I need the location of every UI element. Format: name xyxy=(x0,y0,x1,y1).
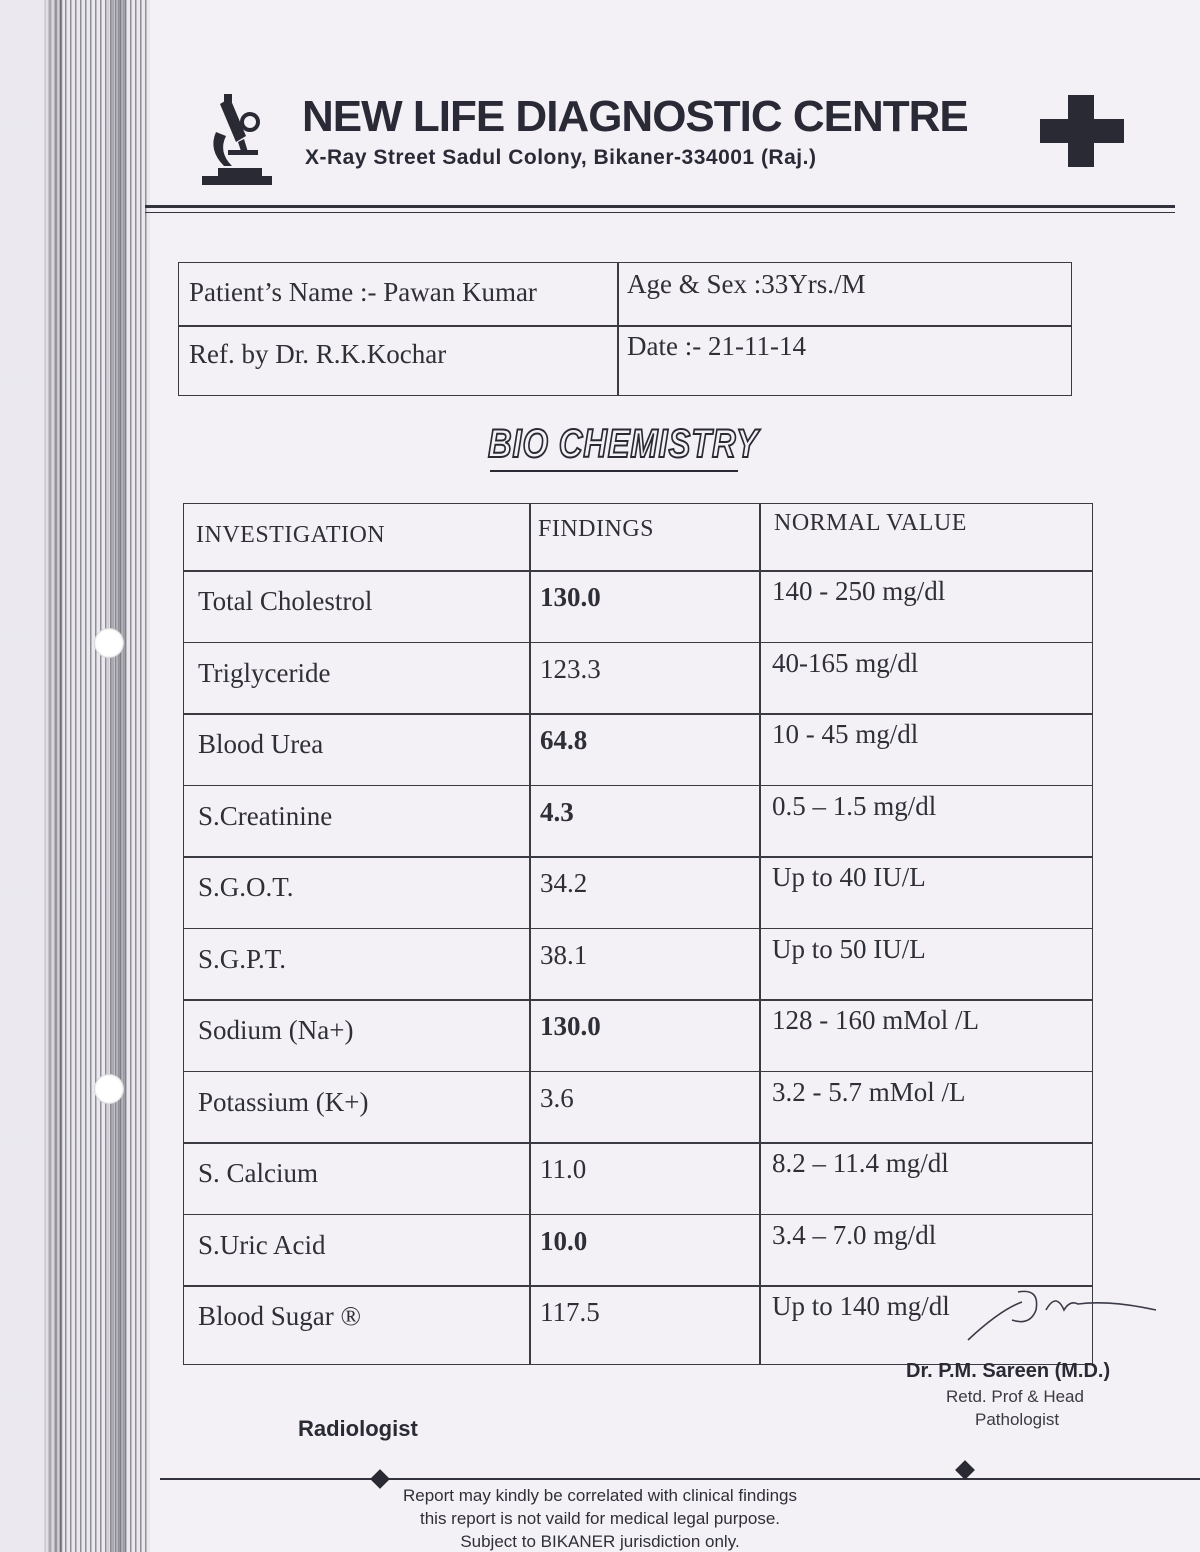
row-divider xyxy=(184,856,1092,858)
signatory-title: Retd. Prof & Head xyxy=(946,1387,1084,1406)
investigation-cell: S.G.O.T. xyxy=(198,872,294,902)
normal-value-cell: 40-165 mg/dl xyxy=(772,647,919,678)
microscope-icon xyxy=(198,92,276,188)
normal-value-cell: Up to 50 IU/L xyxy=(772,933,926,964)
finding-cell: 130.0 xyxy=(540,1011,601,1041)
report-date: Date :- 21-11-14 xyxy=(627,331,806,361)
finding-cell: 4.3 xyxy=(540,796,574,827)
row-divider xyxy=(184,1214,1092,1216)
normal-value-cell: 0.5 – 1.5 mg/dl xyxy=(772,790,937,821)
column-header-normal-value: NORMAL VALUE xyxy=(774,510,967,536)
row-divider xyxy=(184,570,1092,572)
finding-cell: 10.0 xyxy=(540,1225,588,1256)
column-header-findings: FINDINGS xyxy=(538,516,655,542)
normal-value-cell: 8.2 – 11.4 mg/dl xyxy=(772,1148,949,1178)
row-divider xyxy=(184,999,1092,1001)
row-divider xyxy=(184,713,1092,715)
column-header-investigation: INVESTIGATION xyxy=(196,522,386,548)
punch-hole xyxy=(94,628,124,658)
medical-cross-icon xyxy=(1040,95,1124,167)
punch-hole xyxy=(94,1074,124,1104)
signatory-role: Pathologist xyxy=(975,1410,1060,1429)
centre-name: NEW LIFE DIAGNOSTIC CENTRE xyxy=(302,92,968,141)
footer-note-3: Subject to BIKANER jurisdiction only. xyxy=(460,1532,740,1551)
section-title-underline xyxy=(490,470,738,472)
footer-diamond xyxy=(955,1460,975,1480)
investigation-cell: Potassium (K+) xyxy=(198,1086,369,1117)
normal-value-cell: 10 - 45 mg/dl xyxy=(772,719,919,749)
finding-cell: 117.5 xyxy=(540,1297,600,1327)
investigation-cell: Triglyceride xyxy=(198,657,331,688)
finding-cell: 123.3 xyxy=(540,653,601,684)
normal-value-cell: 3.4 – 7.0 mg/dl xyxy=(772,1219,937,1250)
normal-value-cell: Up to 40 IU/L xyxy=(772,862,926,892)
finding-cell: 34.2 xyxy=(540,868,588,898)
investigation-cell: Total Cholestrol xyxy=(198,586,373,616)
footer-note-1: Report may kindly be correlated with clinical findings xyxy=(402,1486,797,1505)
normal-value-cell: Up to 140 mg/dl xyxy=(772,1291,950,1321)
finding-cell: 130.0 xyxy=(540,582,601,612)
finding-cell: 64.8 xyxy=(540,725,588,755)
patient-age-sex: Age & Sex :33Yrs./M xyxy=(627,269,866,299)
investigation-cell: Blood Sugar ® xyxy=(198,1301,362,1331)
investigation-cell: S. Calcium xyxy=(198,1158,318,1188)
finding-cell: 11.0 xyxy=(540,1154,587,1184)
investigation-cell: Blood Urea xyxy=(198,729,324,759)
row-divider xyxy=(184,642,1092,644)
normal-value-cell: 3.2 - 5.7 mMol /L xyxy=(772,1076,966,1107)
referring-doctor: Ref. by Dr. R.K.Kochar xyxy=(189,339,447,369)
finding-cell: 3.6 xyxy=(540,1082,574,1113)
investigation-cell: Sodium (Na+) xyxy=(198,1015,354,1045)
investigation-cell: S.G.P.T. xyxy=(198,943,287,974)
row-divider xyxy=(184,1285,1092,1287)
header-rule-thin xyxy=(145,212,1175,213)
row-divider xyxy=(184,1142,1092,1144)
finding-cell: 38.1 xyxy=(540,939,588,970)
patient-info-table xyxy=(178,262,1072,396)
centre-address: X-Ray Street Sadul Colony, Bikaner-334001 (Raj.) xyxy=(305,146,817,169)
section-title: BIO CHEMISTRY xyxy=(488,422,759,466)
scan-shadow-lines xyxy=(60,0,150,1552)
results-table xyxy=(183,503,1093,1365)
footer-rule xyxy=(160,1478,1200,1480)
normal-value-cell: 128 - 160 mMol /L xyxy=(772,1005,979,1035)
investigation-cell: S.Uric Acid xyxy=(198,1229,326,1260)
signatory-name: Dr. P.M. Sareen (M.D.) xyxy=(906,1360,1111,1382)
normal-value-cell: 140 - 250 mg/dl xyxy=(772,576,946,606)
investigation-cell: S.Creatinine xyxy=(198,800,333,831)
row-divider xyxy=(184,1071,1092,1073)
row-divider xyxy=(184,928,1092,930)
row-divider xyxy=(184,785,1092,787)
footer-note-2: this report is not vaild for medical legal purpose. xyxy=(419,1509,780,1528)
patient-name: Patient’s Name :- Pawan Kumar xyxy=(189,277,537,307)
radiologist-label: Radiologist xyxy=(298,1416,418,1441)
handwritten-signature xyxy=(960,1270,1160,1350)
header-rule xyxy=(145,205,1175,208)
